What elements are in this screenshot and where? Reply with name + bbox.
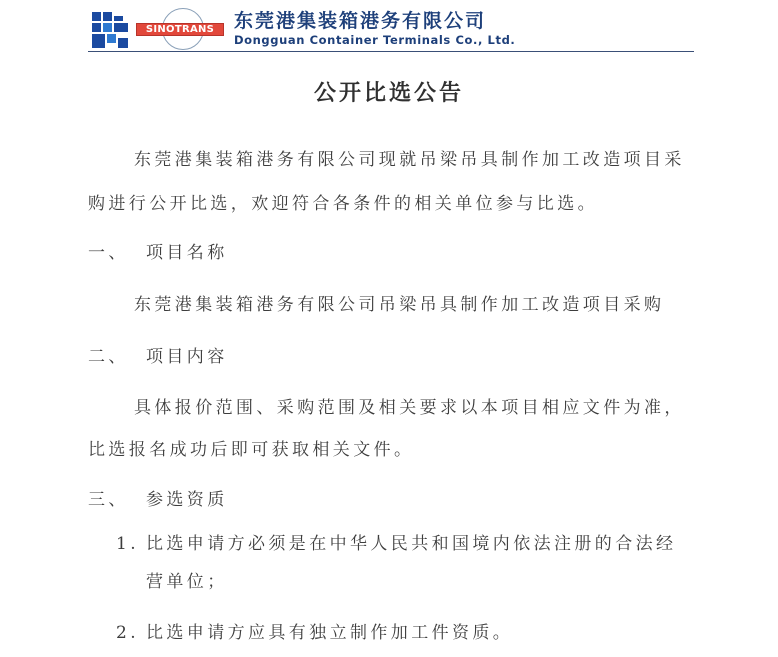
sinotrans-logo-text: SINOTRANS — [136, 23, 224, 36]
section-2-body-line-1: 具体报价范围、采购范围及相关要求以本项目相应文件为准， — [134, 398, 685, 418]
header-divider — [88, 51, 694, 52]
company-name-cn: 东莞港集装箱港务有限公司 — [234, 10, 487, 32]
company-name-en: Dongguan Container Terminals Co., Ltd. — [234, 33, 516, 47]
document-title: 公开比选公告 — [313, 81, 464, 106]
list-item-2-index: 2. — [116, 623, 140, 643]
company-logo-icon — [92, 12, 128, 48]
sinotrans-logo — [136, 14, 224, 44]
section-2-body-line-2: 比选报名成功后即可获取相关文件。 — [88, 440, 415, 460]
intro-line-2: 购进行公开比选，欢迎符合各条件的相关单位参与比选。 — [88, 194, 598, 214]
section-1-number: 一、 — [88, 243, 129, 263]
section-1-body: 东莞港集装箱港务有限公司吊梁吊具制作加工改造项目采购 — [134, 295, 665, 315]
section-2-heading: 项目内容 — [146, 347, 228, 367]
intro-line-1: 东莞港集装箱港务有限公司现就吊梁吊具制作加工改造项目采 — [134, 150, 685, 170]
list-item-1-line-1: 比选申请方必须是在中华人民共和国境内依法注册的合法经 — [146, 534, 677, 554]
section-1-heading: 项目名称 — [146, 243, 228, 263]
list-item-1-line-2: 营单位； — [146, 572, 228, 592]
list-item-1-index: 1. — [116, 534, 140, 554]
section-2-number: 二、 — [88, 347, 129, 367]
list-item-2-line-1: 比选申请方应具有独立制作加工件资质。 — [146, 623, 514, 643]
section-3-number: 三、 — [88, 490, 129, 510]
section-3-heading: 参选资质 — [146, 490, 228, 510]
